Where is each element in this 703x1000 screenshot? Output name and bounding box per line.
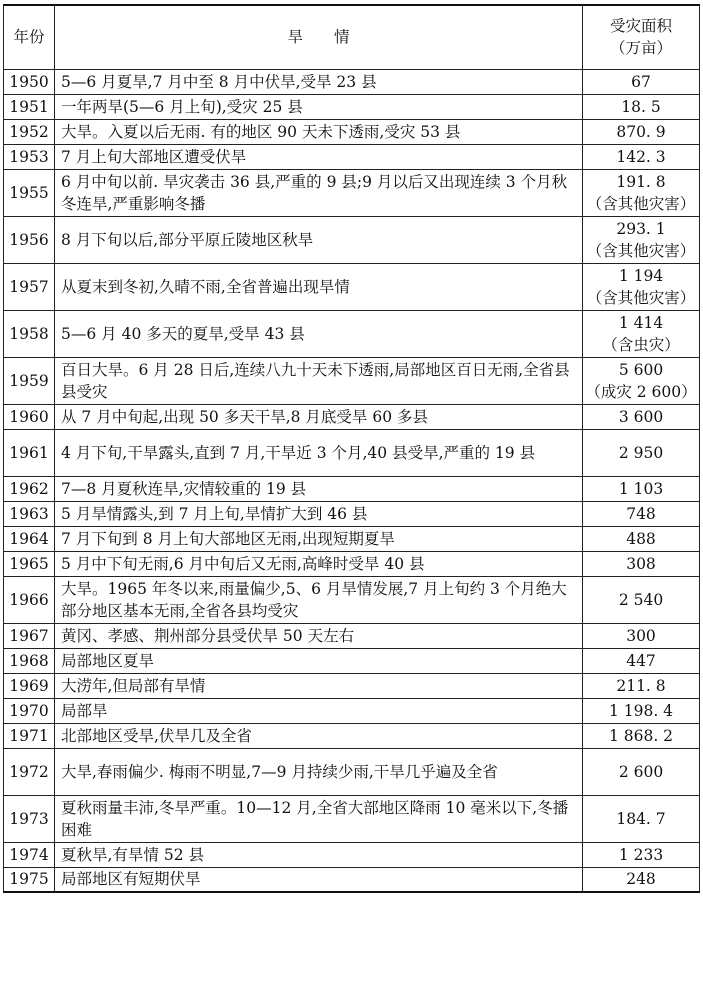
cell-year: 1953 — [4, 144, 55, 169]
table-row — [4, 723, 700, 748]
cell-situation: 大旱。1965 年冬以来,雨量偏少,5、6 月旱情发展,7 月上旬约 3 个月绝大部分地区基本无雨,全省各县均受灾 — [55, 576, 583, 623]
cell-year: 1968 — [4, 648, 55, 673]
cell-year: 1956 — [4, 216, 55, 263]
cell-situation: 夏秋雨量丰沛,冬旱严重。10—12 月,全省大部地区降雨 10 毫米以下,冬播困难 — [55, 795, 583, 842]
table-row — [4, 404, 700, 429]
cell-year: 1964 — [4, 526, 55, 551]
table-row — [4, 576, 700, 623]
area-value: 1 868. 2 — [608, 726, 674, 745]
table-header-row — [4, 5, 700, 69]
cell-situation: 7—8 月夏秋连旱,灾情较重的 19 县 — [55, 476, 583, 501]
area-value: 2 540 — [618, 590, 664, 609]
cell-area — [583, 144, 700, 169]
cell-area — [583, 501, 700, 526]
cell-year: 1972 — [4, 748, 55, 795]
table-row — [4, 623, 700, 648]
cell-area — [583, 69, 700, 94]
cell-area — [583, 476, 700, 501]
area-value: 1 194 — [618, 266, 664, 285]
cell-year: 1950 — [4, 69, 55, 94]
area-value: 748 — [626, 504, 656, 523]
table-row — [4, 119, 700, 144]
cell-situation: 5 月中下旬无雨,6 月中旬后又无雨,高峰时受旱 40 县 — [55, 551, 583, 576]
table-row — [4, 263, 700, 310]
table-row — [4, 648, 700, 673]
header-area-line2: （万亩） — [609, 39, 672, 58]
cell-situation: 5 月旱情露头,到 7 月上旬,旱情扩大到 46 县 — [55, 501, 583, 526]
area-value: 184. 7 — [616, 809, 666, 828]
cell-year: 1955 — [4, 169, 55, 216]
area-value: 1 233 — [618, 845, 664, 864]
cell-year: 1967 — [4, 623, 55, 648]
cell-area — [583, 169, 700, 216]
cell-situation: 黄冈、孝感、荆州部分县受伏旱 50 天左右 — [55, 623, 583, 648]
area-value: 18. 5 — [621, 97, 661, 116]
area-value: 1 198. 4 — [608, 701, 674, 720]
cell-area — [583, 216, 700, 263]
table-row — [4, 69, 700, 94]
cell-situation: 8 月下旬以后,部分平原丘陵地区秋旱 — [55, 216, 583, 263]
cell-area — [583, 623, 700, 648]
cell-area — [583, 551, 700, 576]
area-note: （含虫灾） — [602, 335, 680, 354]
area-value: 300 — [626, 626, 656, 645]
cell-year: 1952 — [4, 119, 55, 144]
area-note: （含其他灾害） — [586, 241, 696, 260]
area-value: 2 950 — [618, 443, 664, 462]
table-row — [4, 429, 700, 476]
cell-situation: 5—6 月 40 多天的夏旱,受旱 43 县 — [55, 310, 583, 357]
header-year: 年份 — [4, 5, 55, 69]
cell-situation: 夏秋旱,有旱情 52 县 — [55, 842, 583, 867]
table-row — [4, 144, 700, 169]
cell-area — [583, 748, 700, 795]
area-note: （含其他灾害） — [586, 288, 696, 307]
cell-situation: 大涝年,但局部有旱情 — [55, 673, 583, 698]
cell-situation: 从夏末到冬初,久晴不雨,全省普遍出现旱情 — [55, 263, 583, 310]
area-note: （成灾 2 600） — [585, 382, 697, 401]
area-value: 3 600 — [618, 407, 664, 426]
cell-situation: 北部地区受旱,伏旱几及全省 — [55, 723, 583, 748]
cell-situation: 百日大旱。6 月 28 日后,连续八九十天未下透雨,局部地区百日无雨,全省县县受灾 — [55, 357, 583, 404]
cell-situation: 7 月下旬到 8 月上旬大部地区无雨,出现短期夏旱 — [55, 526, 583, 551]
cell-year: 1971 — [4, 723, 55, 748]
cell-year: 1973 — [4, 795, 55, 842]
drought-table — [3, 4, 700, 893]
cell-area — [583, 404, 700, 429]
area-value: 248 — [626, 870, 656, 889]
cell-situation: 从 7 月中旬起,出现 50 多天干旱,8 月底受旱 60 多县 — [55, 404, 583, 429]
area-value: 2 600 — [618, 762, 664, 781]
table-row — [4, 698, 700, 723]
area-value: 308 — [626, 554, 656, 573]
area-value: 5 600 — [618, 360, 664, 379]
cell-situation: 一年两旱(5—6 月上旬),受灾 25 县 — [55, 94, 583, 119]
cell-area — [583, 648, 700, 673]
cell-area — [583, 119, 700, 144]
table-row — [4, 526, 700, 551]
table-row — [4, 673, 700, 698]
cell-year: 1961 — [4, 429, 55, 476]
cell-year: 1959 — [4, 357, 55, 404]
cell-area — [583, 526, 700, 551]
cell-area — [583, 795, 700, 842]
table-row — [4, 551, 700, 576]
table-row — [4, 357, 700, 404]
cell-situation: 6 月中旬以前. 旱灾袭击 36 县,严重的 9 县;9 月以后又出现连续 3 个月秋冬连旱,严重影响冬播 — [55, 169, 583, 216]
table-row — [4, 216, 700, 263]
cell-situation: 5—6 月夏旱,7 月中至 8 月中伏旱,受旱 23 县 — [55, 69, 583, 94]
table-row — [4, 748, 700, 795]
cell-situation: 4 月下旬,干旱露头,直到 7 月,干旱近 3 个月,40 县受旱,严重的 19 县 — [55, 429, 583, 476]
cell-area — [583, 698, 700, 723]
table-row — [4, 476, 700, 501]
area-value: 488 — [626, 529, 656, 548]
header-area — [583, 5, 700, 69]
table-row — [4, 501, 700, 526]
cell-year: 1960 — [4, 404, 55, 429]
header-area-line1: 受灾面积 — [609, 17, 672, 36]
area-value: 1 103 — [618, 479, 664, 498]
area-value: 191. 8 — [616, 172, 666, 191]
cell-area — [583, 263, 700, 310]
cell-area — [583, 723, 700, 748]
area-note: （含其他灾害） — [586, 194, 696, 213]
area-value: 447 — [626, 651, 656, 670]
cell-situation: 局部旱 — [55, 698, 583, 723]
cell-situation: 局部地区夏旱 — [55, 648, 583, 673]
area-value: 1 414 — [618, 313, 664, 332]
cell-area — [583, 842, 700, 867]
cell-year: 1957 — [4, 263, 55, 310]
area-value: 67 — [631, 72, 651, 91]
cell-area — [583, 576, 700, 623]
table-row — [4, 867, 700, 892]
cell-area — [583, 867, 700, 892]
table-row — [4, 310, 700, 357]
cell-area — [583, 357, 700, 404]
header-situation: 旱 情 — [55, 5, 583, 69]
area-value: 211. 8 — [616, 676, 666, 695]
cell-year: 1970 — [4, 698, 55, 723]
cell-area — [583, 94, 700, 119]
cell-area — [583, 429, 700, 476]
table-row — [4, 842, 700, 867]
cell-situation: 局部地区有短期伏旱 — [55, 867, 583, 892]
cell-situation: 大旱。入夏以后无雨. 有的地区 90 天未下透雨,受灾 53 县 — [55, 119, 583, 144]
cell-situation: 7 月上旬大部地区遭受伏旱 — [55, 144, 583, 169]
area-value: 142. 3 — [616, 147, 666, 166]
cell-year: 1965 — [4, 551, 55, 576]
cell-year: 1969 — [4, 673, 55, 698]
table-row — [4, 795, 700, 842]
table-row — [4, 94, 700, 119]
cell-year: 1963 — [4, 501, 55, 526]
cell-area — [583, 310, 700, 357]
area-value: 293. 1 — [616, 219, 666, 238]
cell-year: 1966 — [4, 576, 55, 623]
cell-year: 1958 — [4, 310, 55, 357]
cell-year: 1974 — [4, 842, 55, 867]
cell-year: 1975 — [4, 867, 55, 892]
cell-year: 1962 — [4, 476, 55, 501]
cell-area — [583, 673, 700, 698]
area-value: 870. 9 — [616, 122, 666, 141]
cell-situation: 大旱,春雨偏少. 梅雨不明显,7—9 月持续少雨,干旱几乎遍及全省 — [55, 748, 583, 795]
table-row — [4, 169, 700, 216]
cell-year: 1951 — [4, 94, 55, 119]
